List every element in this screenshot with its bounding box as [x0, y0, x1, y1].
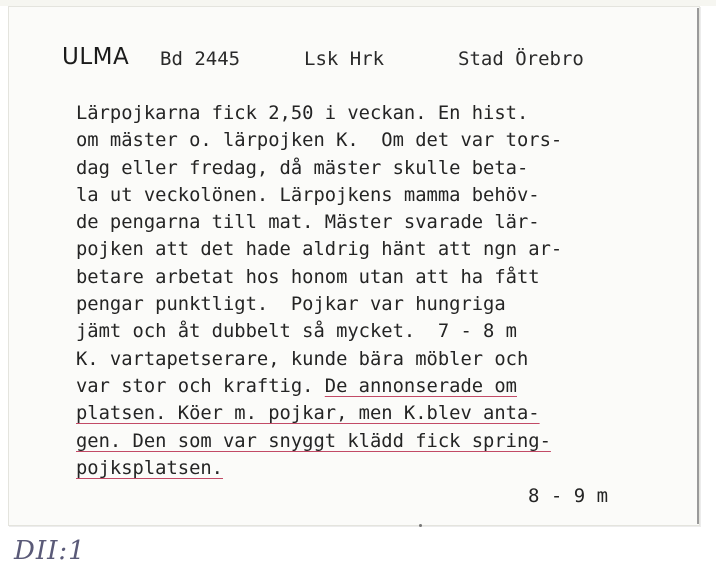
- underlined-line-12: platsen. Köer m. pojkar, men K.blev anta-: [76, 403, 540, 425]
- place-label: Stad Örebro: [458, 48, 584, 70]
- card-body-text: [76, 100, 686, 482]
- text-line-6: pojken att det hade aldrig hänt att ngn ar-: [76, 239, 563, 261]
- text-line-12: [76, 400, 686, 427]
- text-line-14: [76, 455, 686, 482]
- handwritten-margin-note: DII:1: [14, 536, 86, 566]
- underlined-line-13: gen. Den som var snyggt klädd fick spring-: [76, 430, 551, 452]
- text-line-11: [76, 373, 686, 400]
- record-number: Bd 2445: [160, 48, 241, 70]
- text-line-13: [76, 428, 686, 455]
- underlined-line-14: pojksplatsen.: [76, 457, 223, 479]
- parish-label: Lsk Hrk: [304, 48, 385, 70]
- age-range-note: 8 - 9 m: [528, 485, 609, 507]
- text-line-8: pengar punktligt. Pojkar var hungriga: [76, 294, 506, 316]
- text-line-11-plain: var stor och kraftig.: [76, 375, 325, 397]
- card-header: [62, 44, 662, 74]
- card-edge-shadow: [697, 8, 699, 524]
- text-line-7: betare arbetat hos honom utan att ha fått: [76, 266, 540, 288]
- ink-dot: [419, 524, 422, 527]
- text-line-11-underlined: De annonserade om: [324, 375, 517, 397]
- text-line-10: K. vartapetserare, kunde bära möbler och: [76, 348, 529, 370]
- text-line-4: la ut veckolönen. Lärpojkens mamma behöv-: [76, 184, 540, 206]
- text-line-9: jämt och åt dubbelt så mycket. 7 - 8 m: [76, 321, 517, 343]
- text-line-1: Lärpojkarna fick 2,50 i veckan. En hist.: [76, 103, 529, 124]
- text-line-5: de pengarna till mat. Mäster svarade lär-: [76, 212, 540, 234]
- text-line-3: dag eller fredag, då mäster skulle beta-: [76, 157, 529, 179]
- archive-code: ULMA: [62, 44, 130, 70]
- text-line-2: om mäster o. lärpojken K. Om det var tors-: [76, 130, 563, 152]
